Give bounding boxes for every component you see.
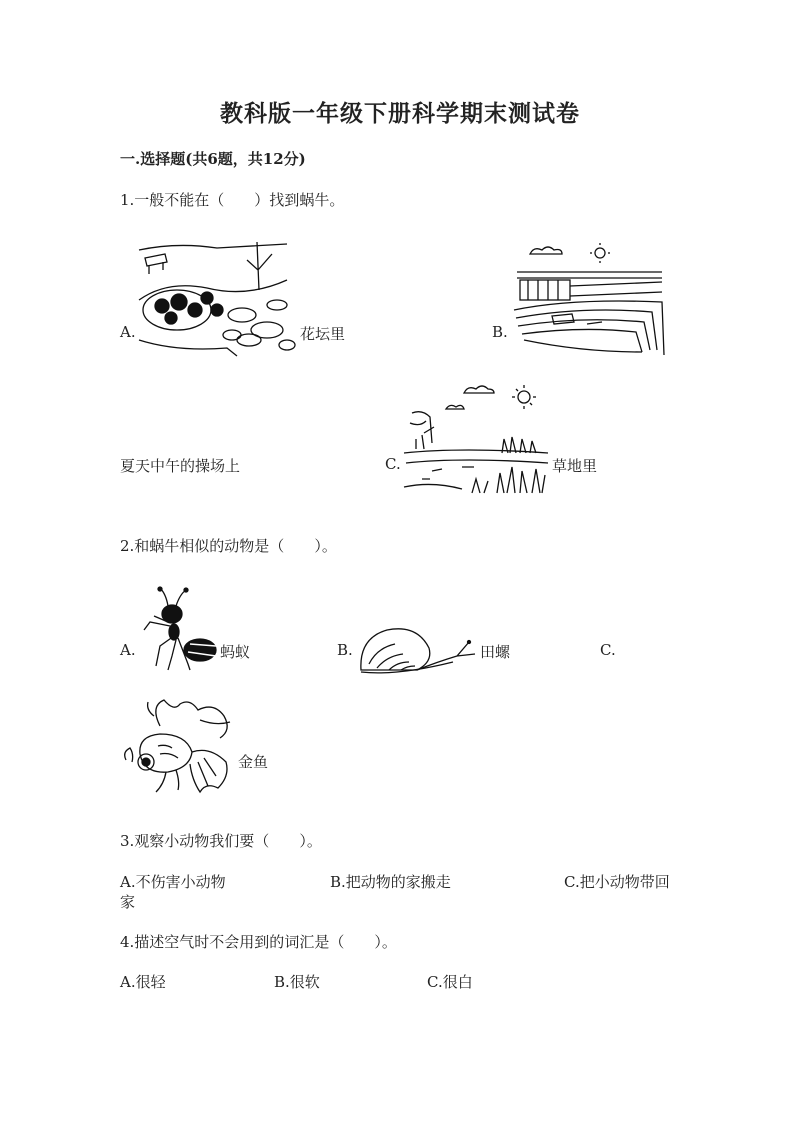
- q2-option-a-text: 蚂蚁: [220, 643, 251, 661]
- goldfish-illustration: [120, 696, 235, 796]
- q1-option-a-label: A.: [120, 323, 136, 341]
- question-3-stem: 3.观察小动物我们要（ ）。: [120, 832, 322, 850]
- q4-option-c: C.很白: [427, 973, 473, 991]
- q3-option-a: A.不伤害小动物: [120, 873, 226, 891]
- question-4-stem: 4.描述空气时不会用到的词汇是（ ）。: [120, 933, 397, 951]
- playground-illustration: [512, 240, 667, 360]
- ant-illustration: [140, 586, 220, 672]
- q2-option-c-label: C.: [600, 641, 616, 659]
- page-title: 教科版一年级下册科学期末测试卷: [220, 100, 580, 127]
- q2-option-b-label: B.: [337, 641, 353, 659]
- q3-option-c: C.把小动物带回: [564, 873, 670, 891]
- q3-option-b: B.把动物的家搬走: [330, 873, 451, 891]
- q1-option-b-text: 夏天中午的操场上: [120, 457, 241, 475]
- q2-option-b-text: 田螺: [480, 643, 511, 661]
- q3-option-c-wrap: 家: [120, 893, 136, 911]
- question-2-stem: 2.和蜗牛相似的动物是（ ）。: [120, 537, 337, 555]
- question-1-stem: 1.一般不能在（ ）找到蜗牛。: [120, 191, 345, 209]
- q1-option-a-text: 花坛里: [300, 325, 346, 343]
- q1-option-c-label: C.: [385, 455, 401, 473]
- q2-option-a-label: A.: [120, 641, 136, 659]
- river-snail-illustration: [357, 618, 477, 678]
- q1-option-c-text: 草地里: [552, 457, 598, 475]
- q4-option-b: B.很软: [274, 973, 320, 991]
- q1-option-b-label: B.: [492, 323, 508, 341]
- q4-option-a: A.很轻: [120, 973, 166, 991]
- flowerbed-illustration: [137, 240, 297, 358]
- q2-option-c-text: 金鱼: [238, 753, 269, 771]
- section-heading: 一.选择题(共6题，共12分): [120, 150, 306, 168]
- grassland-illustration: [402, 383, 550, 495]
